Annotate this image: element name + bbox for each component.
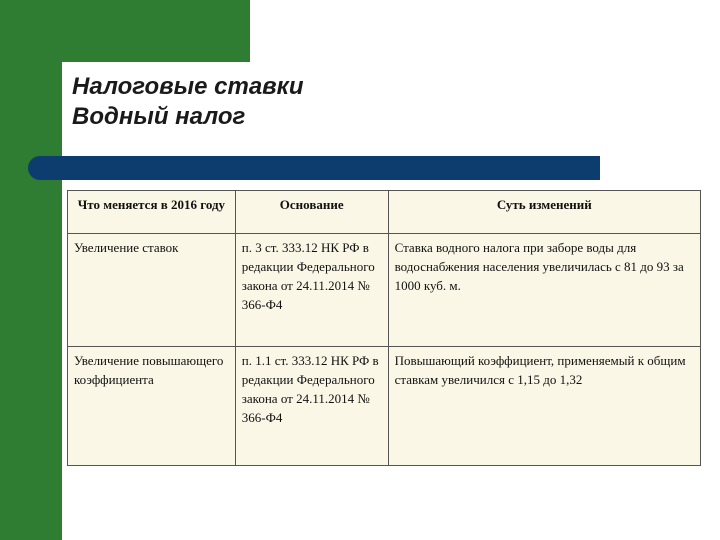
table-row <box>68 234 701 347</box>
row-2-change: Увеличение повышающего коэффициента <box>68 347 236 466</box>
row-1-essence: Ставка водного налога при заборе воды для водоснабжения населения увеличилась с 81 до 93 за 1000 куб. м. <box>388 234 700 347</box>
slide-title-line-2: Водный налог <box>72 103 246 130</box>
table-header-row <box>68 191 701 234</box>
header-basis: Основание <box>235 191 388 234</box>
slide-title-line-1: Налоговые ставки <box>72 73 304 100</box>
slide-title <box>72 72 303 132</box>
row-2-basis: п. 1.1 ст. 333.12 НК РФ в редакции Федерального закона от 24.11.2014 № 366-Ф4 <box>235 347 388 466</box>
header-what-changes: Что меняется в 2016 году <box>68 191 236 234</box>
row-2-essence: Повышающий коэффициент, применяемый к общим ставкам увеличился с 1,15 до 1,32 <box>388 347 700 466</box>
tax-rates-table <box>67 190 701 466</box>
table-row <box>68 347 701 466</box>
decorative-blue-bar <box>28 156 600 180</box>
row-1-basis: п. 3 ст. 333.12 НК РФ в редакции Федерального закона от 24.11.2014 № 366-Ф4 <box>235 234 388 347</box>
header-essence: Суть изменений <box>388 191 700 234</box>
row-1-change: Увеличение ставок <box>68 234 236 347</box>
